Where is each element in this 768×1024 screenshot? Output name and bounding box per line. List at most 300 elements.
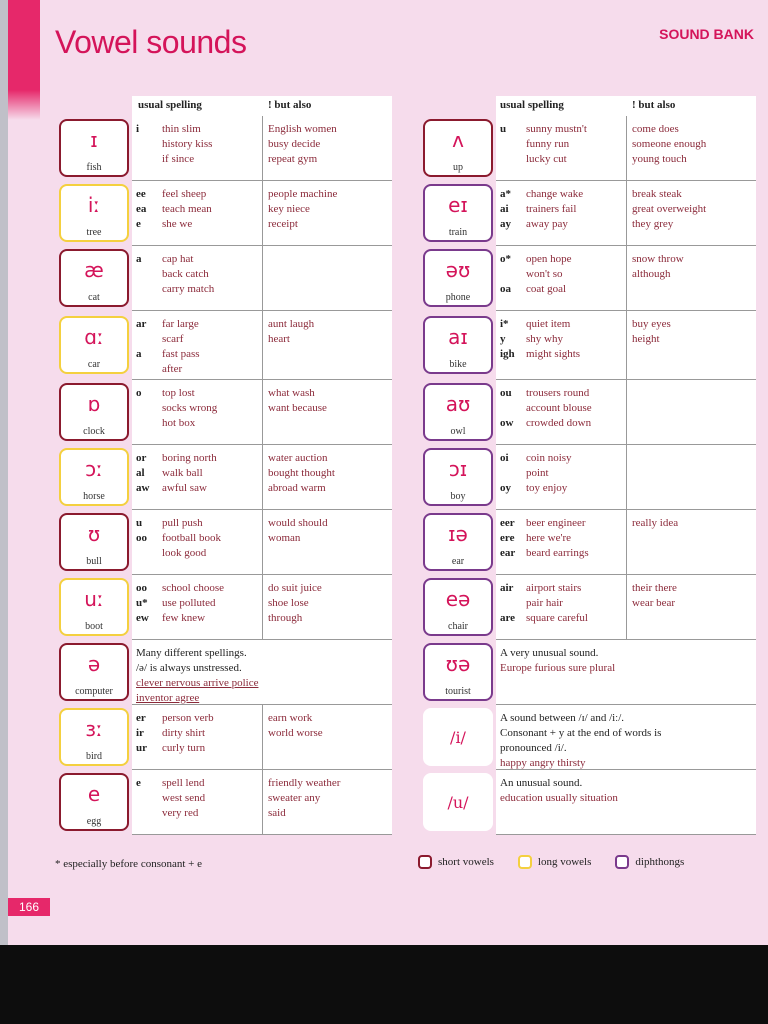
spelling: ea [136,203,147,215]
spelling-cell [132,246,162,310]
description-line: A very unusual sound. [500,647,599,659]
exception-words: although [632,268,671,280]
spelling: oi [500,452,509,464]
spelling-cell [496,575,526,639]
examples-cell [162,445,262,509]
example-words: point [526,467,549,479]
example-words: football book [162,532,221,544]
sound-picture-icon [59,383,129,441]
examples-cell [526,510,626,574]
example-words: thin slim [162,123,201,135]
spelling-cell [132,705,162,769]
but-also-cell [262,705,392,769]
icon-cell [420,311,496,380]
spelling: aw [136,482,150,494]
but-also-cell [262,311,392,379]
examples-cell [162,705,262,769]
exception-words: repeat gym [268,153,318,165]
exception-words: bought thought [268,467,335,479]
key-word: bird [85,751,103,762]
icon-cell [56,116,132,181]
spelling: ew [136,612,149,624]
but-also-cell [262,510,392,574]
exception-words: really idea [632,517,679,529]
examples-cell [526,181,626,245]
icon-cell [420,510,496,575]
example-words: away pay [526,218,568,230]
example-words: few knew [162,612,206,624]
phoneme-symbol: ə [87,652,101,676]
sound-picture-icon [59,119,129,177]
example-words: trousers round [526,387,590,399]
example-words: square careful [526,612,588,624]
example-words: beard earrings [526,547,589,559]
example-words: cap hat [162,253,194,265]
exception-words: through [268,612,303,624]
exception-words: sweater any [268,792,321,804]
exception-words: busy decide [268,138,321,150]
phoneme-symbol: ʊ [87,522,101,546]
key-word: up [453,162,463,173]
exception-words: what wash [268,387,315,399]
example-words: spell lend [162,777,205,789]
legend-diph-label: diphthongs [635,856,685,868]
example-words: won't so [526,268,563,280]
example-words: funny run [526,138,570,150]
legend-short-label: short vowels [438,856,494,868]
example-line: happy angry thirsty [500,757,586,769]
sound-row [420,116,756,181]
description-line: /ə/ is always unstressed. [136,662,242,674]
example-words: if since [162,153,195,165]
spelling: oo [136,532,147,544]
example-words: open hope [526,253,572,265]
phoneme-symbol: ɔː [85,457,103,481]
sound-row [56,640,392,705]
short-swatch [418,855,432,869]
example-words: sunny mustn't [526,123,587,135]
example-words: airport stairs [526,582,582,594]
example-words: back catch [162,268,209,280]
also-header: ! but also [268,99,312,111]
spelling: ow [500,417,514,429]
icon-cell [56,246,132,311]
icon-cell [56,640,132,705]
key-word: egg [86,816,102,827]
spelling [500,267,526,282]
example-words: here we're [526,532,572,544]
phoneme-symbol: ɪə [448,522,468,546]
right-column-header [496,96,756,116]
examples-cell [162,510,262,574]
icon-cell [56,510,132,575]
example-words: might sights [526,348,581,360]
description-cell [496,705,756,769]
spelling: er [136,712,146,724]
sound-row [56,116,392,181]
sound-row [56,510,392,575]
spelling: ere [500,532,515,544]
sound-row [420,445,756,510]
exception-words: woman [268,532,301,544]
key-word: phone [445,292,471,303]
key-word: boot [85,621,103,632]
examples-cell [526,116,626,180]
phoneme-symbol: æ [84,258,104,282]
example-words: use polluted [162,597,216,609]
examples-cell [526,445,626,509]
spelling: u [500,123,507,135]
icon-cell [420,380,496,445]
key-word: owl [450,426,466,437]
icon-cell [420,445,496,510]
spelling-cell [132,510,162,574]
but-also-cell [262,380,392,444]
example-words: far large [162,318,199,330]
key-word: boy [450,491,466,502]
spelling-cell [132,181,162,245]
spelling: ay [500,218,511,230]
but-also-cell [262,246,392,310]
icon-cell [56,380,132,445]
example-words: walk ball [162,467,203,479]
exception-words: wear bear [632,597,676,609]
key-word: tree [86,227,102,238]
phoneme-symbol: e [87,782,101,806]
spelling-header: usual spelling [500,99,564,111]
phoneme-symbol: uː [84,587,104,611]
sound-picture-icon [59,643,129,701]
spelling: o* [500,253,511,265]
spelling [500,596,526,611]
examples-cell [162,770,262,834]
but-also-cell [626,575,756,639]
binding-edge [0,0,8,945]
but-also-cell [626,246,756,310]
exception-words: shoe lose [268,597,309,609]
sound-picture-icon [423,316,493,374]
exception-words: key niece [268,203,310,215]
spelling-cell [132,770,162,834]
key-word: car [87,359,101,370]
description-line: An unusual sound. [500,777,583,789]
exception-words: break steak [632,188,682,200]
spelling: ar [136,318,147,330]
phoneme-symbol: eə [445,587,471,611]
example-words: teach mean [162,203,212,215]
spelling: a [136,348,142,360]
sound-row [56,575,392,640]
spelling-cell [132,445,162,509]
legend-long-label: long vowels [537,856,592,868]
icon-cell [420,575,496,640]
exception-words: world worse [268,727,323,739]
phoneme-symbol: əʊ [445,258,471,282]
exception-words: aunt laugh [268,318,315,330]
page-title: Vowel sounds [55,24,247,60]
example-words: look good [162,547,207,559]
spelling-header: usual spelling [138,99,202,111]
phoneme-symbol: /u/ [423,773,493,831]
sound-picture-icon [59,578,129,636]
sound-picture-icon [59,513,129,571]
example-words: shy why [526,333,563,345]
spelling-cell [132,116,162,180]
legend-short [418,855,494,869]
example-words: pull push [162,517,203,529]
example-words: she we [162,218,193,230]
examples-cell [526,380,626,444]
description-line: Consonant + y at the end of words is [500,727,662,739]
key-word: tourist [445,686,471,697]
exception-words: buy eyes [632,318,671,330]
spelling: u [136,517,143,529]
spelling: oy [500,482,511,494]
icon-cell [56,311,132,380]
examples-cell [162,311,262,379]
exception-words: their there [632,582,677,594]
spelling-cell [496,311,526,379]
exception-words: snow throw [632,253,684,265]
exception-words: young touch [632,153,687,165]
example-words: socks wrong [162,402,218,414]
icon-cell [56,705,132,770]
but-also-cell [262,575,392,639]
phoneme-symbol: ɒ [87,392,101,416]
spelling: ee [136,188,146,200]
diph-swatch [615,855,629,869]
sound-picture-icon [59,708,129,766]
sound-row [420,575,756,640]
long-swatch [518,855,532,869]
sound-row [56,705,392,770]
examples-cell [526,575,626,639]
example-words: lucky cut [526,153,567,165]
exception-words: English women [268,123,337,135]
icon-cell [56,770,132,835]
legend-long [518,855,591,869]
phoneme-symbol: ɜː [85,717,103,741]
spelling: ou [500,387,512,399]
exception-words: earn work [268,712,313,724]
spelling: e [136,777,141,789]
example-line: education usually situation [500,792,618,804]
sound-picture-icon [423,448,493,506]
key-word: clock [83,426,105,437]
description-line: Many different spellings. [136,647,247,659]
spelling: oo [136,582,147,594]
phoneme-symbol: ɪ [90,128,98,152]
sound-row [420,246,756,311]
examples-cell [162,575,262,639]
key-word: ear [451,556,465,567]
example-words: school choose [162,582,225,594]
example-words: after [162,363,183,375]
sound-row [420,181,756,246]
example-words: coat goal [526,283,567,295]
example-line: clever nervous arrive police [136,677,259,689]
spelling-cell [132,311,162,379]
sound-picture-icon [423,578,493,636]
spelling: y [500,333,506,345]
sound-picture-icon [423,513,493,571]
spelling-cell [496,116,526,180]
spelling: are [500,612,516,624]
sound-picture-icon [423,119,493,177]
sound-picture-icon [423,184,493,242]
exception-words: height [632,333,660,345]
examples-cell [162,116,262,180]
example-words: crowded down [526,417,592,429]
exception-words: heart [268,333,290,345]
spelling: a* [500,188,511,200]
spelling: ear [500,547,516,559]
section-label: SOUND BANK [659,26,754,42]
sound-picture-icon [59,448,129,506]
spelling-cell [496,181,526,245]
example-words: trainers fail [526,203,577,215]
spelling: o [136,387,142,399]
spelling-cell [496,445,526,509]
examples-cell [526,311,626,379]
sound-row [56,380,392,445]
sound-picture-icon [59,316,129,374]
example-words: change wake [526,188,584,200]
icon-cell [420,705,496,770]
example-words: west send [162,792,206,804]
sound-picture-icon [423,383,493,441]
spelling: i [136,123,140,135]
examples-cell [162,380,262,444]
spelling: ur [136,742,147,754]
but-also-cell [626,311,756,379]
icon-cell [420,640,496,705]
key-word: train [448,227,468,238]
description-cell [496,640,756,704]
example-words: dirty shirt [162,727,206,739]
exception-words: said [268,807,286,819]
exception-words: abroad warm [268,482,326,494]
example-words: account blouse [526,402,592,414]
examples-cell [526,246,626,310]
phoneme-symbol: aɪ [448,325,468,349]
phoneme-symbol: iː [87,193,101,217]
description-line: pronounced /i/. [500,742,567,754]
sound-row [56,181,392,246]
but-also-cell [626,116,756,180]
spelling-cell [132,575,162,639]
sound-row [420,640,756,705]
spelling: u* [136,597,148,609]
example-words: feel sheep [162,188,207,200]
example-line: inventor agree [136,692,200,704]
key-word: fish [86,162,102,173]
phoneme-symbol: ɑː [84,325,104,349]
exception-words: they grey [632,218,674,230]
spelling: a [136,253,142,265]
phoneme-symbol: ʌ [452,128,464,152]
also-header: ! but also [632,99,676,111]
key-word: bull [86,556,102,567]
but-also-cell [626,445,756,509]
key-word: cat [88,292,100,303]
phoneme-symbol: ɔɪ [448,457,468,481]
spelling: ai [500,203,509,215]
but-also-cell [626,181,756,245]
sound-picture-icon [59,184,129,242]
example-words: hot box [162,417,196,429]
example-words: top lost [162,387,195,399]
example-words: carry match [162,283,215,295]
sound-picture-icon [423,249,493,307]
example-words: fast pass [162,348,200,360]
but-also-cell [262,770,392,834]
icon-cell [420,181,496,246]
but-also-cell [262,181,392,245]
spelling: igh [500,348,515,360]
spelling: eer [500,517,515,529]
but-also-cell [262,445,392,509]
description-cell [496,770,756,834]
spelling-cell [496,510,526,574]
spelling: air [500,582,514,594]
example-words: person verb [162,712,214,724]
sound-picture-icon [59,249,129,307]
example-words: beer engineer [526,517,586,529]
icon-cell [56,445,132,510]
footnote: * especially before consonant + e [55,858,203,870]
key-word: bike [449,359,467,370]
example-words: history kiss [162,138,213,150]
example-words: curly turn [162,742,206,754]
left-column-header [132,96,392,116]
exception-words: would should [268,517,328,529]
phoneme-symbol: /i/ [423,708,493,766]
example-words: toy enjoy [526,482,568,494]
exception-words: water auction [268,452,328,464]
exception-words: do suit juice [268,582,322,594]
example-words: awful saw [162,482,207,494]
icon-cell [420,246,496,311]
phoneme-symbol: aʊ [445,392,471,416]
phoneme-symbol: eɪ [448,193,468,217]
spelling-cell [132,380,162,444]
spelling: oa [500,283,511,295]
description-cell [132,640,392,704]
example-words: scarf [162,333,184,345]
spelling-cell [496,380,526,444]
exception-words: people machine [268,188,338,200]
spelling [500,401,526,416]
exception-words: want because [268,402,327,414]
spelling [136,332,162,347]
exception-words: receipt [268,218,298,230]
example-words: very red [162,807,199,819]
page-number: 166 [8,898,50,916]
key-word: horse [83,491,105,502]
sound-picture-icon [423,643,493,701]
sound-row [56,445,392,510]
phoneme-symbol: ʊə [445,652,471,676]
example-line: Europe furious sure plural [500,662,616,674]
corner-decoration [8,0,40,90]
icon-cell [420,116,496,181]
example-words: pair hair [526,597,563,609]
exception-words: great overweight [632,203,707,215]
legend-diph [615,855,684,869]
spelling-cell [496,246,526,310]
spelling [500,466,526,481]
